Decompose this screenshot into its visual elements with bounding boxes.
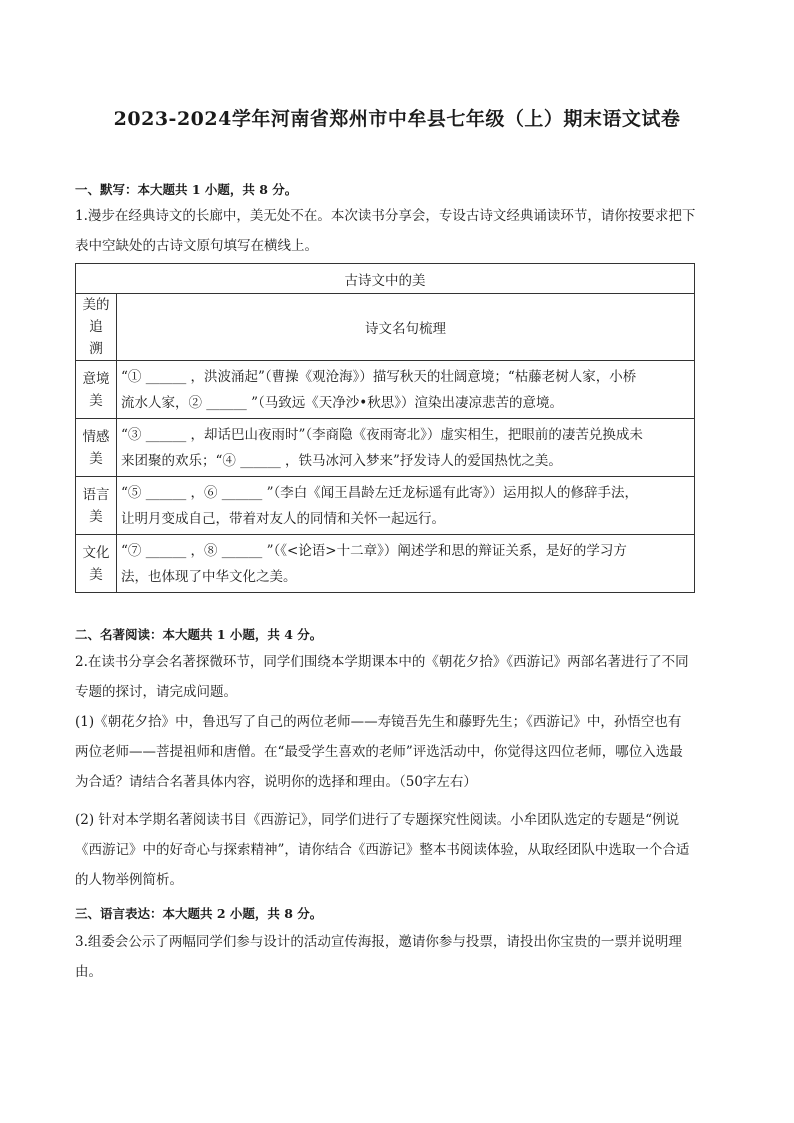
question-2-text: (1)《朝花夕拾》中，鲁迅写了自己的两位老师——寿镜吾先生和藤野先生；《西游记》中，孙悟空也有: [75, 714, 682, 730]
row-category: 文化美: [76, 535, 117, 593]
question-2-text: 两位老师——菩提祖师和唐僧。在“最受学生喜欢的老师”评选活动中，你觉得这四位老师，哪位入选最: [75, 744, 683, 760]
poetry-table: [75, 263, 695, 593]
table-title: 古诗文中的美: [76, 264, 695, 294]
section-heading-classics: 二、名著阅读：本大题共 1 小题，共 4 分。: [75, 627, 323, 642]
table-header-body: 诗文名句梳理: [117, 294, 695, 361]
page-title: 2023-2024学年河南省郑州市中牟县七年级（上）期末语文试卷: [113, 108, 681, 130]
table-header-category: 美的追 溯: [76, 294, 117, 361]
row-category: 情感美: [76, 419, 117, 477]
table-row: [76, 477, 695, 535]
table-row: [76, 419, 695, 477]
row-content: “① ______ ，洪波涌起”（曹操《观沧海》）描写秋天的壮阔意境；“枯藤老树人家，小桥 流水人家，② ______ ”（马致远《天净沙•秋思》）渲染出凄凉悲苦的意境。: [117, 361, 695, 419]
question-3-text: 由。: [75, 964, 102, 980]
question-1-text: 1.漫步在经典诗文的长廊中，美无处不在。本次读书分享会，专设古诗文经典诵读环节，请你按要求把下: [75, 208, 696, 224]
question-2-text: 为合适？请结合名著具体内容，说明你的选择和理由。（50字左右）: [75, 774, 477, 790]
row-content: “③ ______ ，却话巴山夜雨时”（李商隐《夜雨寄北》）虚实相生，把眼前的凄苦兑换成未 来团聚的欢乐；“④ ______ ，铁马冰河入梦来”抒发诗人的爱国热忱之美。: [117, 419, 695, 477]
question-2-text: (2) 针对本学期名著阅读书目《西游记》，同学们进行了专题探究性阅读。小牟团队选定的专题是“例说: [75, 812, 680, 828]
row-content: “⑦ ______ ，⑧ ______ ”（《<论语>十二章》）阐述学和思的辩证关系，是好的学习方 法，也体现了中华文化之美。: [117, 535, 695, 593]
section-heading-dictation: 一、默写：本大题共 1 小题，共 8 分。: [75, 182, 298, 197]
row-category: 语言美: [76, 477, 117, 535]
row-category: 意境美: [76, 361, 117, 419]
question-1-text: 表中空缺处的古诗文原句填写在横线上。: [75, 238, 318, 254]
question-2-text: 的人物举例简析。: [75, 872, 183, 888]
question-2-text: 专题的探讨，请完成问题。: [75, 684, 237, 700]
row-content: “⑤ ______ ，⑥ ______ ”（李白《闻王昌龄左迁龙标遥有此寄》）运用拟人的修辞手法， 让明月变成自己，带着对友人的同情和关怀一起远行。: [117, 477, 695, 535]
table-row: [76, 535, 695, 593]
table-row: [76, 361, 695, 419]
section-heading-expression: 三、语言表达：本大题共 2 小题，共 8 分。: [75, 906, 323, 921]
question-2-text: 2.在读书分享会名著探微环节，同学们围绕本学期课本中的《朝花夕拾》《西游记》两部名著进行了不同: [75, 654, 689, 670]
question-3-text: 3.组委会公示了两幅同学们参与设计的活动宣传海报，邀请你参与投票，请投出你宝贵的一票并说明理: [75, 934, 682, 950]
question-2-text: 《西游记》中的好奇心与探索精神”，请你结合《西游记》整本书阅读体验，从取经团队中选取一个合适: [75, 842, 690, 858]
